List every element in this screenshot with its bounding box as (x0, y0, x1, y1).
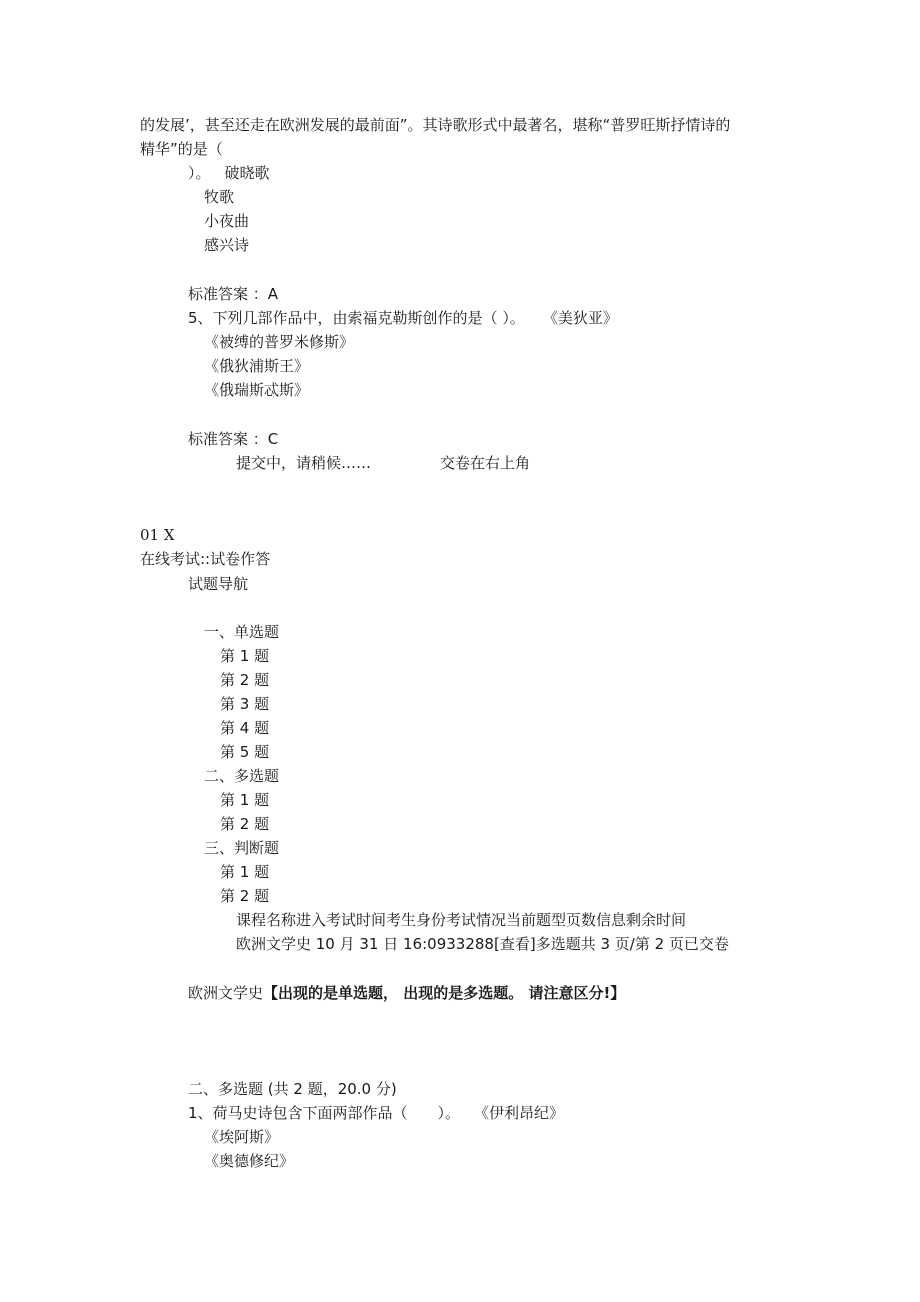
q4-option-b[interactable]: 牧歌 (204, 188, 235, 206)
q5-answer: 标准答案 ：C (188, 430, 279, 448)
info-values-prefix: 欧洲文学史 10 月 31 日 16:0933288 (236, 935, 494, 953)
section2-heading: 二、多选题 (共 2 题，20.0 分) (188, 1080, 397, 1098)
q4-stem-end: ）。 (188, 164, 211, 182)
nav-item-single-5[interactable]: 第 5 题 (220, 743, 270, 761)
q4-option-a[interactable]: 破晓歌 (224, 164, 270, 182)
nav-item-single-3[interactable]: 第 3 题 (220, 695, 270, 713)
nav-item-multi-2[interactable]: 第 2 题 (220, 815, 270, 833)
info-values-suffix: 多选题共 3 页/第 2 页已交卷 (535, 935, 729, 953)
submit-status: 提交中，请稍候…… (236, 454, 372, 472)
nav-item-judge-1[interactable]: 第 1 题 (220, 863, 270, 881)
page-title: 在线考试::试卷作答 (140, 550, 271, 568)
q5-option-b[interactable]: 《被缚的普罗米修斯》 (204, 333, 355, 351)
nav-section-multi[interactable]: 二、多选题 (204, 767, 280, 785)
q4-stem-line2: 精华”的是（ (140, 140, 223, 158)
q4-answer: 标准答案 ：A (188, 285, 279, 303)
info-values (236, 934, 729, 954)
q4-option-d[interactable]: 感兴诗 (204, 236, 250, 254)
nav-section-judge[interactable]: 三、判断题 (204, 839, 280, 857)
page-code: 01 X (140, 526, 175, 544)
view-link[interactable]: [查看] (493, 935, 536, 953)
q5-stem-line (188, 308, 618, 328)
notice (188, 983, 625, 1003)
s2-q1-stem: 1、荷马史诗包含下面两部作品（ ）。 (188, 1104, 461, 1122)
notice-course: 欧洲文学史 (188, 984, 264, 1002)
s2-q1-option-a[interactable]: 《伊利昂纪》 (474, 1104, 565, 1122)
s2-q1-option-b[interactable]: 《埃阿斯》 (204, 1128, 280, 1146)
nav-title: 试题导航 (188, 575, 249, 593)
nav-item-single-1[interactable]: 第 1 题 (220, 647, 270, 665)
q4-option-c[interactable]: 小夜曲 (204, 212, 250, 230)
s2-q1-stem-line (188, 1103, 564, 1123)
q5-option-c[interactable]: 《俄狄浦斯王》 (204, 357, 310, 375)
nav-item-multi-1[interactable]: 第 1 题 (220, 791, 270, 809)
nav-section-single[interactable]: 一、单选题 (204, 623, 280, 641)
nav-item-single-4[interactable]: 第 4 题 (220, 719, 270, 737)
q5-stem: 5、下列几部作品中，由索福克勒斯创作的是（ ）。 (188, 309, 525, 327)
q4-stem-line1: 的发展’，甚至还走在欧洲发展的最前面”。其诗歌形式中最著名，堪称“普罗旺斯抒情诗的 (140, 116, 731, 134)
nav-item-judge-2[interactable]: 第 2 题 (220, 887, 270, 905)
q4-stem-line3 (188, 163, 270, 183)
q5-option-d[interactable]: 《俄瑞斯忒斯》 (204, 381, 310, 399)
nav-item-single-2[interactable]: 第 2 题 (220, 671, 270, 689)
submit-hint[interactable]: 交卷在右上角 (440, 454, 531, 472)
q5-option-a[interactable]: 《美狄亚》 (542, 309, 618, 327)
info-headers: 课程名称进入考试时间考生身份考试情况当前题型页数信息剩余时间 (236, 911, 687, 929)
s2-q1-option-c[interactable]: 《奥德修纪》 (204, 1152, 295, 1170)
notice-text: 【出现的是单选题， 出现的是多选题。 请注意区分!】 (263, 984, 626, 1002)
